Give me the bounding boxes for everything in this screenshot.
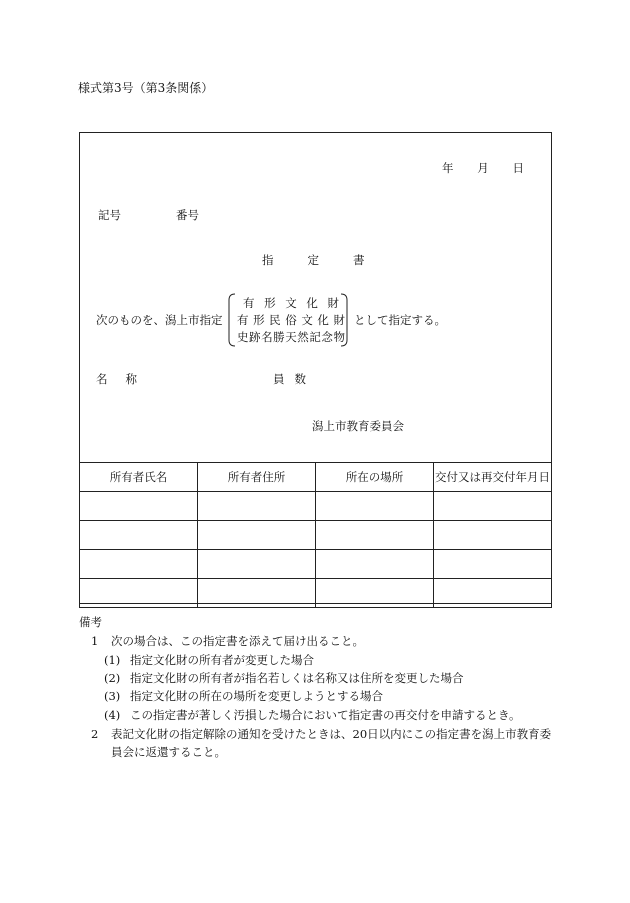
note-text: この指定書が著しく汚損した場合において指定書の再交付を申請するとき。 [130,708,521,722]
note-subnumber: (4) [104,708,121,722]
qty-char: 員 [273,372,285,386]
category-folk: 有形民俗文化財 [237,313,345,327]
note-number: 2 [91,727,99,741]
table-cell[interactable] [316,521,434,550]
table-cell[interactable] [80,521,198,550]
name-label [96,371,137,387]
owner-table [79,462,552,608]
name-char: 名 [96,372,108,386]
note-text: 指定文化財の所有者が指名若しくは名称又は住所を変更した場合 [130,671,464,685]
table-cell[interactable] [316,492,434,521]
qty-char: 数 [294,372,306,386]
note-subnumber: (3) [104,689,121,703]
table-cell[interactable] [80,492,198,521]
table-cell[interactable] [434,579,552,608]
title-char: 書 [353,253,365,267]
category-monument: 史跡名勝天然記念物 [237,330,345,344]
table-row [80,579,552,608]
designation-tail-text: として指定する。 [354,313,446,327]
document-title [262,252,365,268]
table-cell[interactable] [198,492,316,521]
note-text: 指定文化財の所有者が変更した場合 [130,653,314,667]
note-text: 表記文化財の指定解除の通知を受けたときは、20日以内にこの指定書を潟上市教育委 [111,727,552,741]
table-cell[interactable] [316,550,434,579]
note-subitem [104,707,521,723]
note-subitem [104,670,464,686]
header-issue-date: 交付又は再交付年月日 [434,463,552,492]
note-subitem [104,688,383,704]
issuer-name: 潟上市教育委員会 [312,419,404,433]
table-cell[interactable] [198,550,316,579]
note-item [91,633,364,649]
note-text: 員会に返還すること。 [111,745,226,759]
table-cell[interactable] [434,521,552,550]
bangou-label: 番号 [176,208,199,222]
designation-lead-text: 次のものを、潟上市指定 [96,313,223,327]
form-label: 様式第3号（第3条関係） [78,81,214,95]
table-cell[interactable] [316,579,434,608]
title-char: 定 [307,253,319,267]
table-cell[interactable] [434,550,552,579]
number-line [98,207,199,223]
header-location: 所在の場所 [316,463,434,492]
note-subnumber: (2) [104,671,121,685]
table-header-row [80,463,552,492]
table-row [80,550,552,579]
name-char: 称 [125,372,137,386]
date-year-label: 年 [442,161,454,175]
note-continuation [91,744,226,760]
table-cell[interactable] [198,579,316,608]
quantity-label [273,371,306,387]
note-number: 1 [91,634,99,648]
table-cell[interactable] [80,550,198,579]
title-char: 指 [262,253,274,267]
date-line [442,160,524,176]
table-row [80,492,552,521]
note-item [91,726,551,742]
date-day-label: 日 [512,161,524,175]
kigou-label: 記号 [98,208,121,222]
category-tangible: 有形文化財 [243,296,339,310]
notes-heading: 備考 [79,615,102,629]
note-subitem [104,652,314,668]
header-owner-name: 所有者氏名 [80,463,198,492]
note-text: 次の場合は、この指定書を添えて届け出ること。 [111,634,364,648]
table-cell[interactable] [434,492,552,521]
note-text: 指定文化財の所在の場所を変更しようとする場合 [130,689,383,703]
table-cell[interactable] [80,579,198,608]
header-owner-address: 所有者住所 [198,463,316,492]
table-cell[interactable] [198,521,316,550]
table-row [80,521,552,550]
date-month-label: 月 [477,161,489,175]
note-subnumber: (1) [104,653,121,667]
